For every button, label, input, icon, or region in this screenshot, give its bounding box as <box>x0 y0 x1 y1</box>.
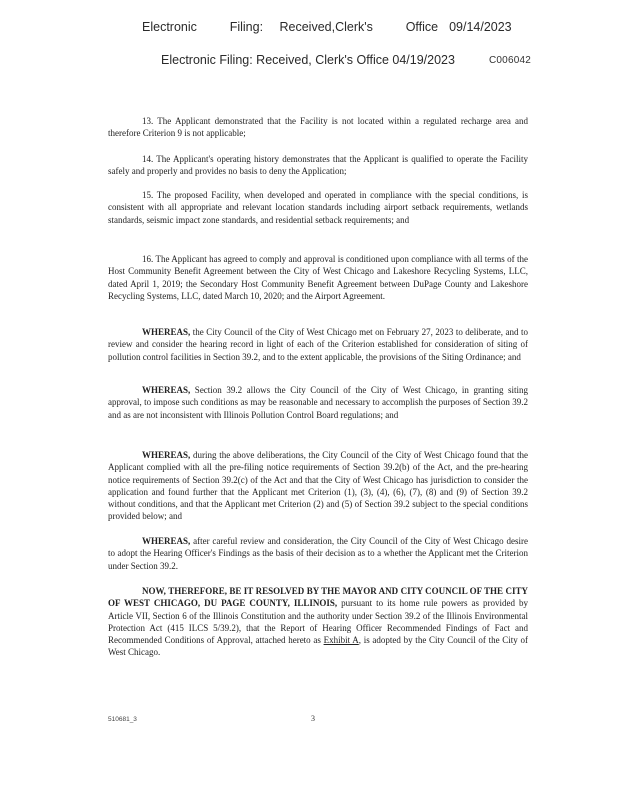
finding-13: 13. The Applicant demonstrated that the Facility is not located within a regulated recharge area and therefore Criterion 9 is not applicable; <box>108 116 528 139</box>
resolution-text: pursuant to its home rule powers as provided by Article VII, Section 6 of the Illinois Constitution and the authority under Section 39.2 of the Illinois Environmental Protection Act (415 ILCS 5/39.2), that the Report of Hearing Officer Recommended Findings of Fact and Recommended Conditions of Approval, attached hereto as <box>108 598 528 646</box>
whereas-lead: WHEREAS, <box>142 327 191 337</box>
whereas-text: the City Council of the City of West Chicago met on February 27, 2023 to deliberate, and to review and consider the hearing record in light of each of the Criterion established for consideration of siting of pollution control facilities in Section 39.2, and to the extent applicable, the provisions of the Siting Ordinance; and <box>108 327 528 362</box>
whereas-text: after careful review and consideration, the City Council of the City of West Chicago desire to adopt the Hearing Officer's Findings as the basis of their decision as to a whether the Applicant met the Criterion under Section 39.2. <box>108 536 528 571</box>
filing-stamp-primary: Electronic Filing: Received,Clerk's Office 09/14/2023 <box>142 20 512 34</box>
finding-16: 16. The Applicant has agreed to comply and approval is conditioned upon compliance with all terms of the Host Community Benefit Agreement between the City of West Chicago and Lakeshore Recycling Systems, LLC, dated April 1, 2019; the Secondary Host Community Benefit Agreement between DuPage County and Lakeshore Recycling Systems, LLC, dated March 10, 2020; and the Airport Agreement. <box>108 254 528 301</box>
whereas-lead: WHEREAS, <box>142 385 191 395</box>
finding-14: 14. The Applicant's operating history demonstrates that the Applicant is qualified to operate the Facility safely and properly and provides no basis to deny the Application; <box>108 154 528 177</box>
footer-doc-id: 510681_3 <box>108 716 137 723</box>
whereas-text: during the above deliberations, the City Council of the City of West Chicago found that the Applicant complied with all the pre-filing notice requirements of Section 39.2(b) of the Act, and the pre-hearing notice requirements of Section 39.2(c) of the Act and that the City of West Chicago has jurisdiction to consider the application and found further that the Applicant met Criterion (1), (3), (4), (6), (7), (8) and (9) of Section 39.2 without conditions, and that the Applicant met Criterion (2) and (5) of Section 39.2 subject to the special conditions provided below; and <box>108 450 528 522</box>
whereas-lead: WHEREAS, <box>142 450 191 460</box>
whereas-text: Section 39.2 allows the City Council of the City of West Chicago, in granting siting approval, to impose such conditions as may be reasonable and necessary to accomplish the purposes of Section 39.2 and as are not inconsistent with Illinois Pollution Control Board regulations; and <box>108 385 528 420</box>
whereas-paragraph-1 <box>108 326 528 363</box>
whereas-paragraph-3 <box>108 449 528 523</box>
resolution-paragraph <box>108 585 528 659</box>
resolution-lead: NOW, THEREFORE, BE IT RESOLVED BY THE MAYOR AND CITY COUNCIL OF THE CITY OF WEST CHICAGO, DU PAGE COUNTY, ILLINOIS, <box>108 586 528 609</box>
filing-stamp-secondary: Electronic Filing: Received, Clerk's Office 04/19/2023 <box>161 53 455 67</box>
resolution-tail: , is adopted by the City Council of the City of West Chicago. <box>108 635 528 658</box>
document-number: C006042 <box>489 55 531 66</box>
whereas-paragraph-4 <box>108 535 528 572</box>
finding-15: 15. The proposed Facility, when developed and operated in compliance with the special conditions, is consistent with all appropriate and relevant location standards including airport setback requirements, wetlands standards, seismic impact zone standards, and residential setback requirements; and <box>108 190 528 225</box>
exhibit-a-reference: Exhibit A <box>323 635 359 646</box>
whereas-lead: WHEREAS, <box>142 536 191 546</box>
whereas-paragraph-2 <box>108 384 528 421</box>
page-number: 3 <box>311 714 315 723</box>
